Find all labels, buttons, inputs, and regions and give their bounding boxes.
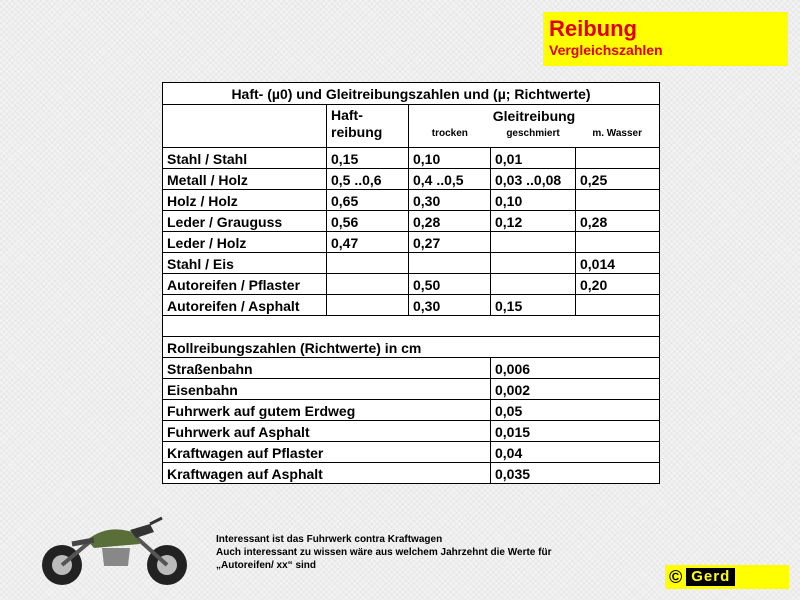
roll-label-cell: Kraftwagen auf Asphalt xyxy=(163,463,491,484)
table-row xyxy=(163,211,660,232)
material-cell: Autoreifen / Pflaster xyxy=(163,274,327,295)
haft-cell: 0,5 ..0,6 xyxy=(327,169,409,190)
roll-label-cell: Fuhrwerk auf gutem Erdweg xyxy=(163,400,491,421)
wasser-cell xyxy=(576,190,660,211)
trocken-cell: 0,10 xyxy=(409,148,491,169)
wasser-cell xyxy=(576,295,660,316)
note xyxy=(216,533,686,572)
haft-label-2: reibung xyxy=(331,124,383,140)
gleit-header xyxy=(409,105,660,148)
haft-cell xyxy=(327,295,409,316)
roll-row xyxy=(163,400,660,421)
roll-value-cell: 0,002 xyxy=(491,379,660,400)
geschmiert-cell: 0,15 xyxy=(491,295,576,316)
haft-label-1: Haft- xyxy=(331,107,363,123)
table-header: Haft- (µ0) und Gleitreibungszahlen und (µ; Richtwerte) xyxy=(163,83,660,105)
roll-value-cell: 0,05 xyxy=(491,400,660,421)
trocken-cell: 0,28 xyxy=(409,211,491,232)
note-line-2: Auch interessant zu wissen wäre aus welchem Jahrzehnt die Werte für xyxy=(216,547,552,558)
trocken-cell: 0,27 xyxy=(409,232,491,253)
trocken-cell: 0,30 xyxy=(409,190,491,211)
geschmiert-cell xyxy=(491,232,576,253)
haft-header xyxy=(327,105,409,148)
empty-header-cell xyxy=(163,105,327,148)
haft-cell: 0,15 xyxy=(327,148,409,169)
geschmiert-cell: 0,12 xyxy=(491,211,576,232)
roll-header-row xyxy=(163,337,660,358)
roll-row xyxy=(163,421,660,442)
haft-cell: 0,47 xyxy=(327,232,409,253)
roll-header: Rollreibungszahlen (Richtwerte) in cm xyxy=(163,337,660,358)
friction-table xyxy=(162,82,660,484)
material-cell: Holz / Holz xyxy=(163,190,327,211)
material-cell: Stahl / Stahl xyxy=(163,148,327,169)
roll-label-cell: Kraftwagen auf Pflaster xyxy=(163,442,491,463)
wasser-cell: 0,25 xyxy=(576,169,660,190)
table-row xyxy=(163,295,660,316)
table-row xyxy=(163,232,660,253)
material-cell: Leder / Holz xyxy=(163,232,327,253)
table-row xyxy=(163,253,660,274)
wasser-cell: 0,014 xyxy=(576,253,660,274)
gleit-subheaders xyxy=(409,126,659,142)
table-row xyxy=(163,190,660,211)
subheader-trocken: trocken xyxy=(431,128,468,139)
roll-row xyxy=(163,463,660,484)
note-line-1: Interessant ist das Fuhrwerk contra Kraftwagen xyxy=(216,534,443,545)
material-cell: Metall / Holz xyxy=(163,169,327,190)
haft-cell: 0,65 xyxy=(327,190,409,211)
wasser-cell: 0,28 xyxy=(576,211,660,232)
note-line-3: „Autoreifen/ xx“ sind xyxy=(216,560,317,571)
title-box xyxy=(543,12,788,66)
material-cell: Leder / Grauguss xyxy=(163,211,327,232)
haft-cell xyxy=(327,253,409,274)
column-header-row xyxy=(163,105,660,148)
author-logo xyxy=(665,565,789,589)
wasser-cell: 0,20 xyxy=(576,274,660,295)
wasser-cell xyxy=(576,232,660,253)
trocken-cell xyxy=(409,253,491,274)
table-row xyxy=(163,169,660,190)
trocken-cell: 0,4 ..0,5 xyxy=(409,169,491,190)
roll-label-cell: Straßenbahn xyxy=(163,358,491,379)
motorcycle-icon xyxy=(32,510,202,590)
table-row xyxy=(163,274,660,295)
page-title: Reibung xyxy=(549,16,637,41)
subheader-wasser: m. Wasser xyxy=(592,128,642,139)
material-cell: Autoreifen / Asphalt xyxy=(163,295,327,316)
roll-value-cell: 0,04 xyxy=(491,442,660,463)
geschmiert-cell xyxy=(491,274,576,295)
roll-value-cell: 0,035 xyxy=(491,463,660,484)
trocken-cell: 0,50 xyxy=(409,274,491,295)
gleit-label: Gleitreibung xyxy=(492,108,576,124)
spacer-row xyxy=(163,316,660,337)
subheader-geschmiert: geschmiert xyxy=(506,128,560,139)
page-subtitle: Vergleichszahlen xyxy=(549,42,663,58)
roll-label-cell: Eisenbahn xyxy=(163,379,491,400)
geschmiert-cell: 0,03 ..0,08 xyxy=(491,169,576,190)
geschmiert-cell xyxy=(491,253,576,274)
trocken-cell: 0,30 xyxy=(409,295,491,316)
wasser-cell xyxy=(576,148,660,169)
material-cell: Stahl / Eis xyxy=(163,253,327,274)
haft-cell xyxy=(327,274,409,295)
copyright-icon: © xyxy=(669,566,683,587)
haft-cell: 0,56 xyxy=(327,211,409,232)
roll-row xyxy=(163,379,660,400)
roll-row xyxy=(163,442,660,463)
roll-value-cell: 0,015 xyxy=(491,421,660,442)
table-row xyxy=(163,148,660,169)
spacer-cell xyxy=(163,316,660,337)
roll-label-cell: Fuhrwerk auf Asphalt xyxy=(163,421,491,442)
geschmiert-cell: 0,10 xyxy=(491,190,576,211)
roll-row xyxy=(163,358,660,379)
author-name: Gerd xyxy=(686,568,735,586)
geschmiert-cell: 0,01 xyxy=(491,148,576,169)
table-header-row xyxy=(163,83,660,105)
roll-value-cell: 0,006 xyxy=(491,358,660,379)
